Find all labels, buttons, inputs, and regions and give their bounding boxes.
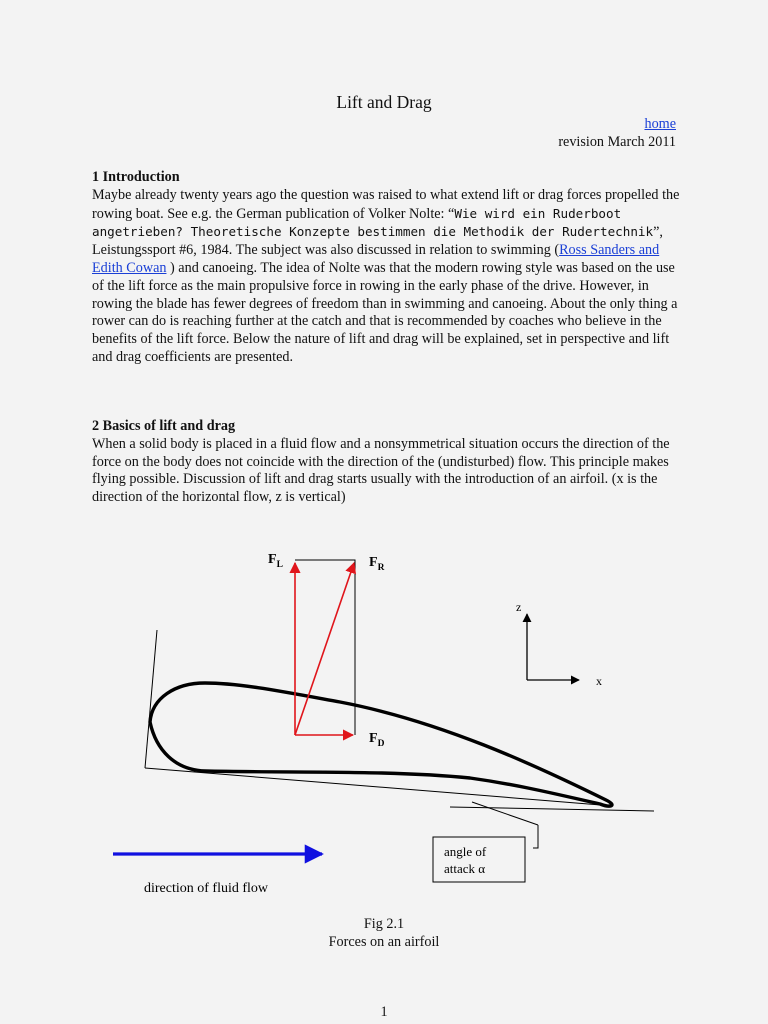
figure-caption: Forces on an airfoil xyxy=(328,934,440,950)
angle-of-attack-line2: attack α xyxy=(444,861,486,876)
page-title: Lift and Drag xyxy=(336,92,432,112)
horizontal-reference-line xyxy=(450,807,654,811)
angle-pointer-line xyxy=(472,802,538,825)
ross-sanders-link[interactable]: Ross Sanders and Edith Cowan xyxy=(92,242,660,276)
intro-quoted-title: Wie wird ein Ruderboot angetrieben? Theoretische Konzepte bestimmen die Methodik der Rudertechnik xyxy=(92,205,654,240)
introduction-heading: 1 Introduction xyxy=(92,169,180,185)
revision-date: revision March 2011 xyxy=(558,134,676,150)
z-axis-label: z xyxy=(516,600,522,614)
x-axis-label: x xyxy=(596,674,602,688)
basics-heading: 2 Basics of lift and drag xyxy=(92,418,236,434)
drag-force-label: $F_D$ xyxy=(369,731,385,749)
resultant-force-arrow xyxy=(295,563,354,735)
basics-paragraph: When a solid body is placed in a fluid flow and a nonsymmetrical situation occurs the direction of the force on the body does not coincide with the direction of the (undisturbed) flow. This principle makes flying possible. Discussion of lift and drag starts usually with the introduction of an airfoil. (x is the direction of the horizontal flow, z is vertical) xyxy=(92,435,670,506)
intro-text-3: ) and canoeing. The idea of Nolte was that the modern rowing style was based on the use of the lift force as the main propulsive force in rowing in the early phase of the drive. However, in rowing the blade has fewer degrees of freedom than in swimming and canoeing. About the only thing a rower can do is reaching further at the catch and that is recommended by coaches who believe in the benefits of the lift force. Below the nature of lift and drag will be explained, set in perspective and lift and drag coefficients are presented. xyxy=(92,259,678,365)
figure-number: Fig 2.1 xyxy=(363,916,405,932)
angle-bracket xyxy=(533,825,538,848)
angle-of-attack-line1: angle of xyxy=(444,844,487,859)
resultant-force-label: $F_R$ xyxy=(369,555,385,573)
intro-text-1: Maybe already twenty years ago the question was raised to what extend lift or drag forces propelled the rowing boat. See e.g. the German publication of Volker Nolte: “ xyxy=(92,186,680,222)
leading-edge-tangent-line xyxy=(145,630,157,768)
fluid-flow-label: direction of fluid flow xyxy=(144,881,269,896)
intro-text-2: ”, Leistungssport #6, 1984. The subject was also discussed in relation to swimming ( xyxy=(92,224,663,259)
lift-force-label: $F_L$ xyxy=(268,552,283,570)
page-number: 1 xyxy=(380,1004,388,1020)
home-link[interactable]: home xyxy=(644,116,676,132)
